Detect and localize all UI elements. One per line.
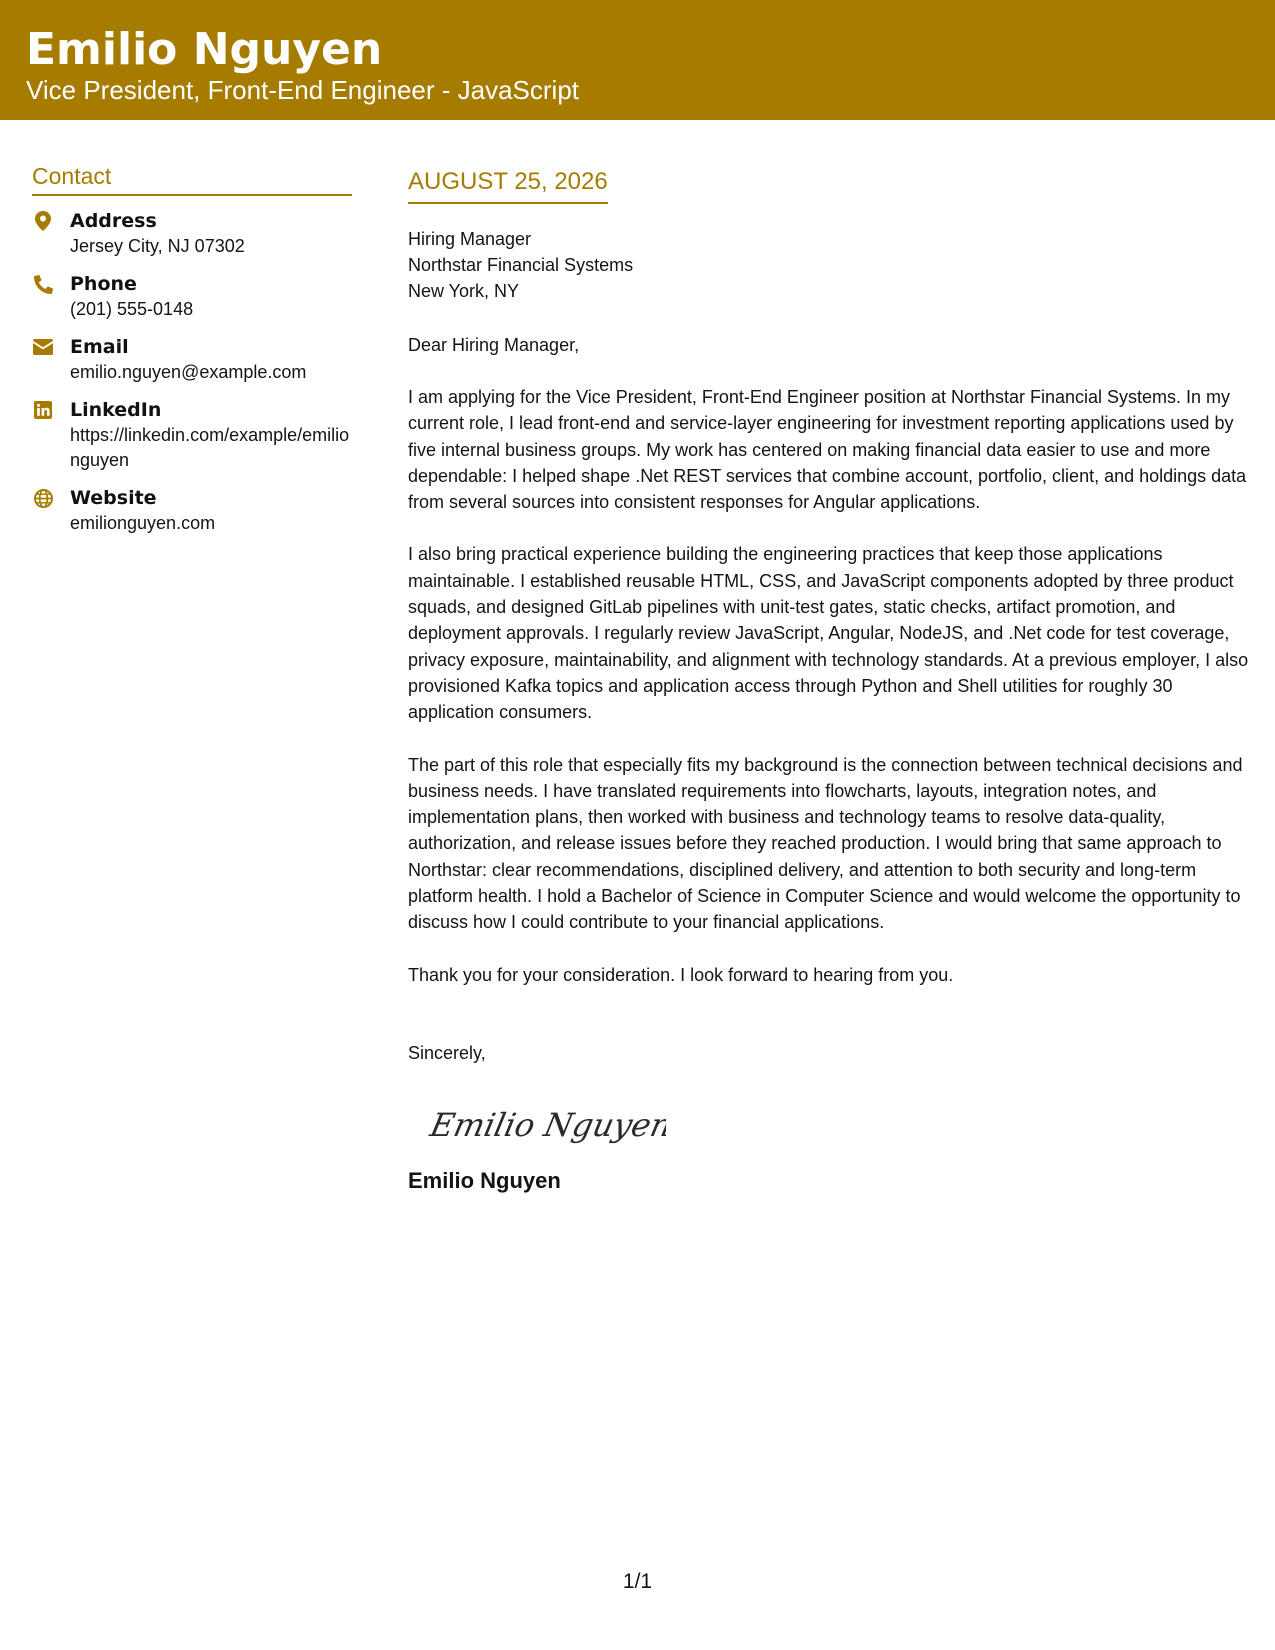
letter-paragraph: The part of this role that especially fits my background is the connection between technical decisions and business needs. I have translated requirements into flowcharts, layouts, integration notes, and implementation plans, then worked with business and technology teams to resolve data-quality, authorization, and release issues before they reached production. I would bring that same approach to Northstar: clear recommendations, disciplined delivery, and attention to both security and long-term platform health. I hold a Bachelor of Science in Computer Science and would welcome the opportunity to discuss how I could contribute to your financial applications. xyxy=(408,754,1243,933)
contact-item-website xyxy=(32,485,352,536)
applicant-name: Emilio Nguyen xyxy=(26,24,383,75)
signer-name: Emilio Nguyen xyxy=(408,1167,561,1193)
contact-list xyxy=(32,208,352,536)
envelope-icon xyxy=(32,336,54,358)
linkedin-label: LinkedIn xyxy=(70,399,162,421)
globe-icon xyxy=(32,487,54,509)
website-label: Website xyxy=(70,487,157,509)
address-label: Address xyxy=(70,210,157,232)
page-number: 1/1 xyxy=(622,1570,653,1593)
contact-item-email xyxy=(32,334,352,385)
linkedin-icon xyxy=(32,399,54,421)
phone-label: Phone xyxy=(70,273,137,295)
recipient-block xyxy=(408,226,1250,304)
contact-item-linkedin xyxy=(32,397,352,473)
phone-value: (201) 555-0148 xyxy=(70,299,194,319)
letter-paragraph: I am applying for the Vice President, Front-End Engineer position at Northstar Financial Systems. In my current role, I lead front-end and service-layer engineering for investment reporting applications used by five internal business groups. My work has centered on making financial data easier to use and more dependable: I helped shape .Net REST services that combine account, portfolio, client, and holdings data from several sources into consistent responses for Angular applications. xyxy=(408,387,1247,513)
address-value: Jersey City, NJ 07302 xyxy=(70,236,245,256)
location-pin-icon xyxy=(32,210,54,232)
handwritten-signature xyxy=(426,1092,666,1152)
recipient-line: Hiring Manager xyxy=(408,229,532,249)
phone-icon xyxy=(32,273,54,295)
contact-item-phone xyxy=(32,271,352,322)
closing: Sincerely, xyxy=(408,1042,486,1063)
letter-body xyxy=(408,166,1250,1196)
header-banner xyxy=(0,0,1275,120)
recipient-line: Northstar Financial Systems xyxy=(408,255,634,275)
letter-paragraph: Thank you for your consideration. I look forward to hearing from you. xyxy=(408,964,954,985)
contact-sidebar xyxy=(32,160,352,548)
job-title: Vice President, Front-End Engineer - JavaScript xyxy=(26,75,580,105)
website-value[interactable]: emilionguyen.com xyxy=(70,513,216,533)
letter-date: AUGUST 25, 2026 xyxy=(408,166,608,204)
email-label: Email xyxy=(70,336,129,358)
salutation: Dear Hiring Manager, xyxy=(408,335,580,355)
contact-heading: Contact xyxy=(32,160,352,196)
email-value: emilio.nguyen@example.com xyxy=(70,362,307,382)
linkedin-value[interactable]: https://linkedin.com/example/emilionguyen xyxy=(70,425,350,470)
signature-text: Emilio Nguyen xyxy=(426,1106,666,1144)
recipient-line: New York, NY xyxy=(408,281,520,301)
contact-item-address xyxy=(32,208,352,259)
letter-paragraph: I also bring practical experience building the engineering practices that keep those applications maintainable. I established reusable HTML, CSS, and JavaScript components adopted by three product squads, and designed GitLab pipelines with unit-test gates, static checks, artifact promotion, and deployment approvals. I regularly review JavaScript, Angular, NodeJS, and .Net code for test coverage, privacy exposure, maintainability, and alignment with technology standards. At a previous employer, I also provisioned Kafka topics and application access through Python and Shell utilities for roughly 30 application consumers. xyxy=(408,544,1249,723)
